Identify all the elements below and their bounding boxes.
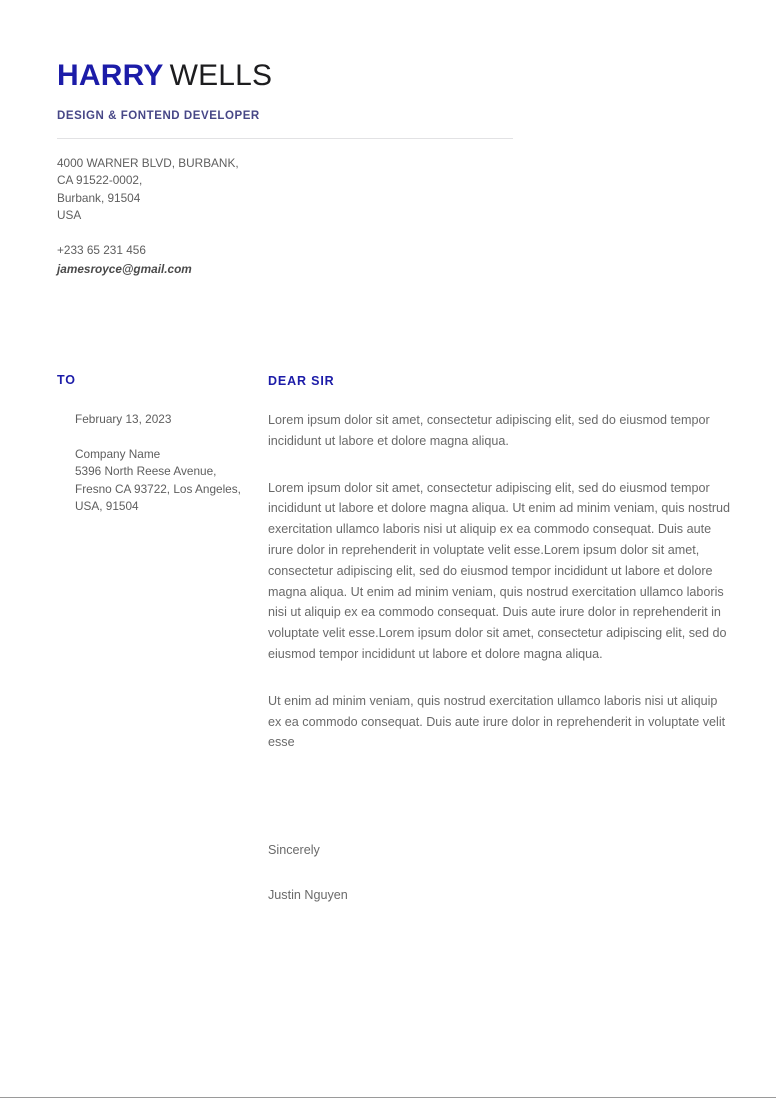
sender-address-line: Burbank, 91504 xyxy=(57,190,141,205)
recipient-details xyxy=(75,411,252,515)
page-title xyxy=(57,58,517,94)
letter-body xyxy=(268,410,734,753)
signer-name: Justin Nguyen xyxy=(268,887,348,902)
recipient-address-line: 5396 North Reese Avenue, xyxy=(75,464,217,479)
first-name: HARRY xyxy=(57,59,164,92)
letter-date: February 13, 2023 xyxy=(75,412,172,426)
letter-column xyxy=(268,374,734,753)
letterhead xyxy=(57,58,517,122)
sender-contact-details xyxy=(57,242,357,279)
sender-phone: +233 65 231 456 xyxy=(57,242,146,257)
header-divider xyxy=(57,138,513,139)
recipient-column xyxy=(57,373,252,515)
sender-address-line: CA 91522-0002, xyxy=(57,173,143,188)
letter-paragraph: Ut enim ad minim veniam, quis nostrud exercitation ullamco laboris nisi ut aliquip ex ea commodo consequat. Duis aute irure dolor in reprehenderit in voluptate velit esse xyxy=(268,693,726,750)
recipient-address-line: USA, 91504 xyxy=(75,498,139,513)
letter-paragraph: Lorem ipsum dolor sit amet, consectetur adipiscing elit, sed do eiusmod tempor incididunt ut labore et dolore magna aliqua. Ut enim ad minim veniam, quis nostrud exercitation ullamco laboris nisi ut aliquip ex ea commodo consequat. Duis aute irure dolor in reprehenderit in voluptate velit esse.Lorem ipsum dolor sit amet, consectetur adipiscing elit, sed do eiusmod tempor incididunt ut labore et dolore magna aliqua. Ut enim ad minim veniam, quis nostrud exercitation ullamco laboris nisi ut aliquip ex ea commodo consequat. Duis aute irure dolor in reprehenderit in voluptate velit esse.Lorem ipsum dolor sit amet, consectetur adipiscing elit, sed do eiusmod tempor incididunt ut labore et dolore magna aliqua. xyxy=(268,480,731,661)
letter-paragraph: Lorem ipsum dolor sit amet, consectetur adipiscing elit, sed do eiusmod tempor incididunt ut labore et dolore magna aliqua. xyxy=(268,413,710,448)
recipient-address-line: Company Name xyxy=(75,447,161,462)
closing-salutation: Sincerely xyxy=(268,843,320,857)
last-name: WELLS xyxy=(169,59,273,92)
salutation: DEAR SIR xyxy=(268,374,335,388)
recipient-address xyxy=(75,446,252,515)
recipient-address-line: Fresno CA 93722, Los Angeles, xyxy=(75,481,241,496)
sender-address-line: USA xyxy=(57,208,82,223)
job-title: DESIGN & FONTEND DEVELOPER xyxy=(57,110,260,122)
sender-address-line: 4000 WARNER BLVD, BURBANK, xyxy=(57,156,239,170)
signature-block xyxy=(268,840,668,906)
sender-email[interactable]: jamesroyce@gmail.com xyxy=(57,262,192,277)
sender-contact-block xyxy=(57,155,357,278)
recipient-heading: TO xyxy=(57,373,76,387)
